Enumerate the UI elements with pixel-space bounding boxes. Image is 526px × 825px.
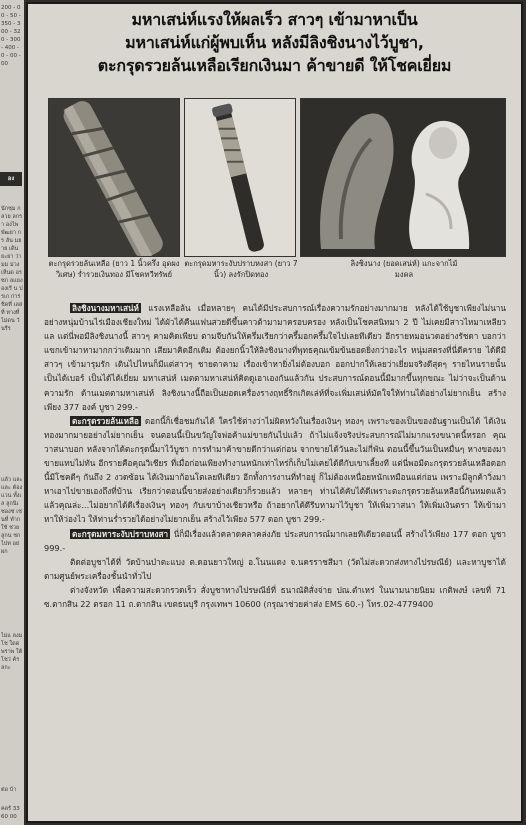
section-title-1: ลิงชิงนางมหาเสน่ห์ (72, 303, 139, 313)
section-body-3: นี่ก็มีเรื่องแล้วคลาดคลาคล่งภัย ประสบการณ์มากเลยทีเดียวตอนนี้ สร้างไว้เพียง 177 ดอก บูชา 999.- (44, 528, 507, 553)
sidebar-tab: อง (0, 172, 22, 186)
section-ling-ching-nang (44, 301, 506, 414)
sidebar-fragment-5: ต่อ บ้า (1, 787, 17, 793)
headline-line-2: มหาเสน่ห์แก่ผู้พบเห็น หลังมีลิงชิงนางไว้บูชา, (125, 33, 424, 52)
photo-caption-3: ลิงชิงนาง (ยอดเสน่ห์) แกะจากไม้มงคล (350, 259, 458, 279)
sidebar-fragment-1: 200 - 00 - 50 - 350 - 300 - 320 - 300 - 400 - 0 - 00 - 00 (1, 5, 21, 67)
photo-caption-2: ตะกรุดมหาระงับปราบหงสา (ยาว 7 นิ้ว) ลงรักปิดทอง (184, 259, 298, 279)
sidebar-fragment-2: นักซุม กลวย ลกรา องไพ พัฒยา กร ลัน มยาย เดิน ยะยา ว่ามม ม่วง เห็นด อร ซก ลแยง องเรี น ปรเก ก่าร่ ชิดที่ เลสที่ ทางที่ ไม่ดน วันรีร (1, 206, 23, 332)
photo-ling-ching-nang (300, 98, 506, 257)
article-body (44, 301, 506, 611)
section-takrut-maha-rangab (44, 527, 506, 555)
photo-row (44, 98, 506, 296)
section-title-3: ตะกรุดมหาระงับปราบหงสา (72, 528, 169, 539)
sidebar-fragment-3: แล้ว และ และ ต้อง แวน ทั้งเล ลูกนิเ ซองซ่ เช่นที่ ทำก ใช้ ช่วย ลูกน ชก ไปท อย่ ผก (1, 477, 23, 555)
contact-mail-order: ต่างจังหวัด เพื่อความสะดวกรวดเร็ว สั่งบูชาทางไปรษณีย์ที่ ธนาณัติสั่งจ่าย ปณ.ตำเหร่ ในนามนายนิยม เกติพงษ์ เลขที่ 71 ซ.ตากสิน 22 ตรอก 11 ถ.ตากสิน เขตธนบุรี กรุงเทพฯ 10600 (กรุณาช่วยค่าส่ง EMS 60.-) โทร.02-4779400 (44, 584, 506, 609)
sidebar-fragment-6: คลรั 3360 00 (1, 806, 20, 820)
headline (28, 4, 521, 77)
photo-takrut-long (184, 98, 296, 257)
photo-caption-1: ตะกรุดรวยล้นเหลือ (ยาว 1 นิ้วครึ่ง อุดผงวิเศษ) ร่ำรวยเงินทอง มีโชคทวีทรัพย์ (48, 259, 180, 279)
adjacent-page-strip (0, 0, 24, 825)
sidebar-fragment-4: ไม่แ ลงม โช ใดด พราพ ใต้ โชว่ ค้ร ลกะ (1, 633, 23, 671)
headline-line-1: มหาเสน่ห์แรงให้ผลเร็ว สาวๆ เข้ามาหาเป็น (131, 10, 418, 29)
photo-takrut-short (48, 98, 180, 257)
section-body-2: ดอกนี้ก็เชื่อชมกันได้ ใครใช้ต่างว่าไม่ผิดหวังในเรื่องเงินๆ ทองๆ เพราะของเป็นของอันฐานเป็นได้ ได้เงินทองมากมายอย่างไม่ยากเย็น จนตอนนี้เป็นขวัญใจพ่อค้าแม่ขายกันไปแล้ว ถ้าไม่แจ้งจริงประสบการณ์ไม่มากแรงขนาดนี้หรอก คุณวาสนาบอก หลังจากได้ตะกรุดนี้มาไว้บูชา การทำมาค้าขายดีกว่าแต่ก่อน จากขายได้วันละไม่กี่พัน ตอนนี้ขึ้นวันเป็นหมื่นๆ หางของมาขายแทบไม่ทัน อีกรายคือคุณวิเชียร ที่เมื่อก่อนเพียงทำงานหนักเท่าไหร่ก็เก็บไม่เคยได้ดีกับเขาเลี้ยงที แต่นี่พอมีตะกรุดรวยล้นเหลือดอกนี้มีโชคดีๆ กันถึง 2 งวดซ้อน ได้เงินมาก้อนโตเลยทีเดียว อีกทั้งการงานที่ทำอยู่ ก็ไม่ต้องเหนื่อยหนักเหมือนแต่ก่อน เพราะมีลูกค้าวิ่งมาหาเอาไปขายเองถึงที่บ้าน เรียกว่าตอนนี้ขายส่งอย่างเดียวก็รวยแล้ว หลายๆ ท่านได้คับได้ดีเพราะตะกรุดรวยล้นเหลือนี้กันหมดแล้วแล้วคุณล่ะ...ไม่อยากได้ดีเรื่องเงินๆ ทองๆ กับเขาบ้างเชียวหรือ ถ้าอยากได้ดีรีบหามาไว้บูชา ให้เพิ่มวาสนา ให้เพิ่มเงินตรา ให้เข้ามาหาให้ว่องไว ให้ท่านร่ำรวยได้อย่างไม่ยากเย็น สร้างไว้เพียง 577 ดอก บูชา 299.- (44, 415, 506, 525)
headline-line-3: ตะกรุดรวยล้นเหลือเรียกเงินมา ค้าขายดี ให้โชคเยี่ยม (97, 56, 452, 75)
section-takrut-ruay (44, 414, 506, 527)
section-title-2: ตะกรุดรวยล้นเหลือ (72, 415, 139, 426)
newspaper-ad (26, 2, 523, 823)
section-body-1: แรงเหลือล้น เมื่อหลายๆ คนได้มีประสบการณ์เรื่องความรักอย่างมากมาย หลังได้ใช้บูชาเพียงไม่นาน อย่างหนุ่มบ้านไร่เมืองเชียงใหม่ ได้ผัวได้คืนแฟนสวยดีขึ้นคาวต้ามามาครอบครอง หลังเป็นโชคสนิทมา 2 ปี ไม่เคยมีสาวไหมาเหลียวแล แต่นี่พอมีลิงชิงนางนี้ สาวๆ คามคิดเพียบ ตามจีบกันให้ครึ่มเรียกว่าครึ้มอกครึ้มใจไปเลยทีเดียว อีกรายหมอนวดอย่างรัชดา บอกว่าแขกเข้ามาหามากกว่าเดิมมาก เสียมาคิดอีกเดิม ต้องยกนิ้วให้ลิงชิงนางที่พุทธคุณเข้มข้นยอดยิ่งกว่าอะไร หนุ่มสตรงที่นี่ดีคราย ได้ดีมีสาวๆ เข้ามารุมรัก เดินไปไหนก็มีแต่สาวๆ ชายตาคาม เรื่องเข้าหายิ่งไม่ต้องบอก ออกปากให้เลยว่าเยี่ยมจริงดีสุดๆ รายไหนรายนั้น เป็นได้เบอร์ เป็นได้ได้เยี่ยม มหาเสน่ห์ เมตตามหาเสน่ห์คิดดูเอาเองกันแล้วกัน ประสบการณ์ตอนนี้มีมากขึ้นทุกขณะ ไม่ว่าจะเป็นด้านความรัก ด้านเมตตามหาเสน่ห์ ลิงชิงนางนี้ถือเป็นยอดเครื่องรางฤทธิ์ริกเกิดเล่ห์ที่จะเพิ่มเสน่ห์มัดใจให้ท่านได้อย่างไม่ยากเย็น สร้างเพียง 377 องค์ บูชา 299.- (44, 303, 506, 412)
contact-temple: ติดต่อบูชาได้ที่ วัดบ้านป่าตะแบง ต.ดอนยาวใหญ่ อ.โนนแดง จ.นครราชสีมา (วัดไม่สะดวกส่งทางไปรษณีย์) และหาบูชาได้ตามศูนย์พระเครื่องชั้นนำทั่วไป (44, 556, 506, 581)
